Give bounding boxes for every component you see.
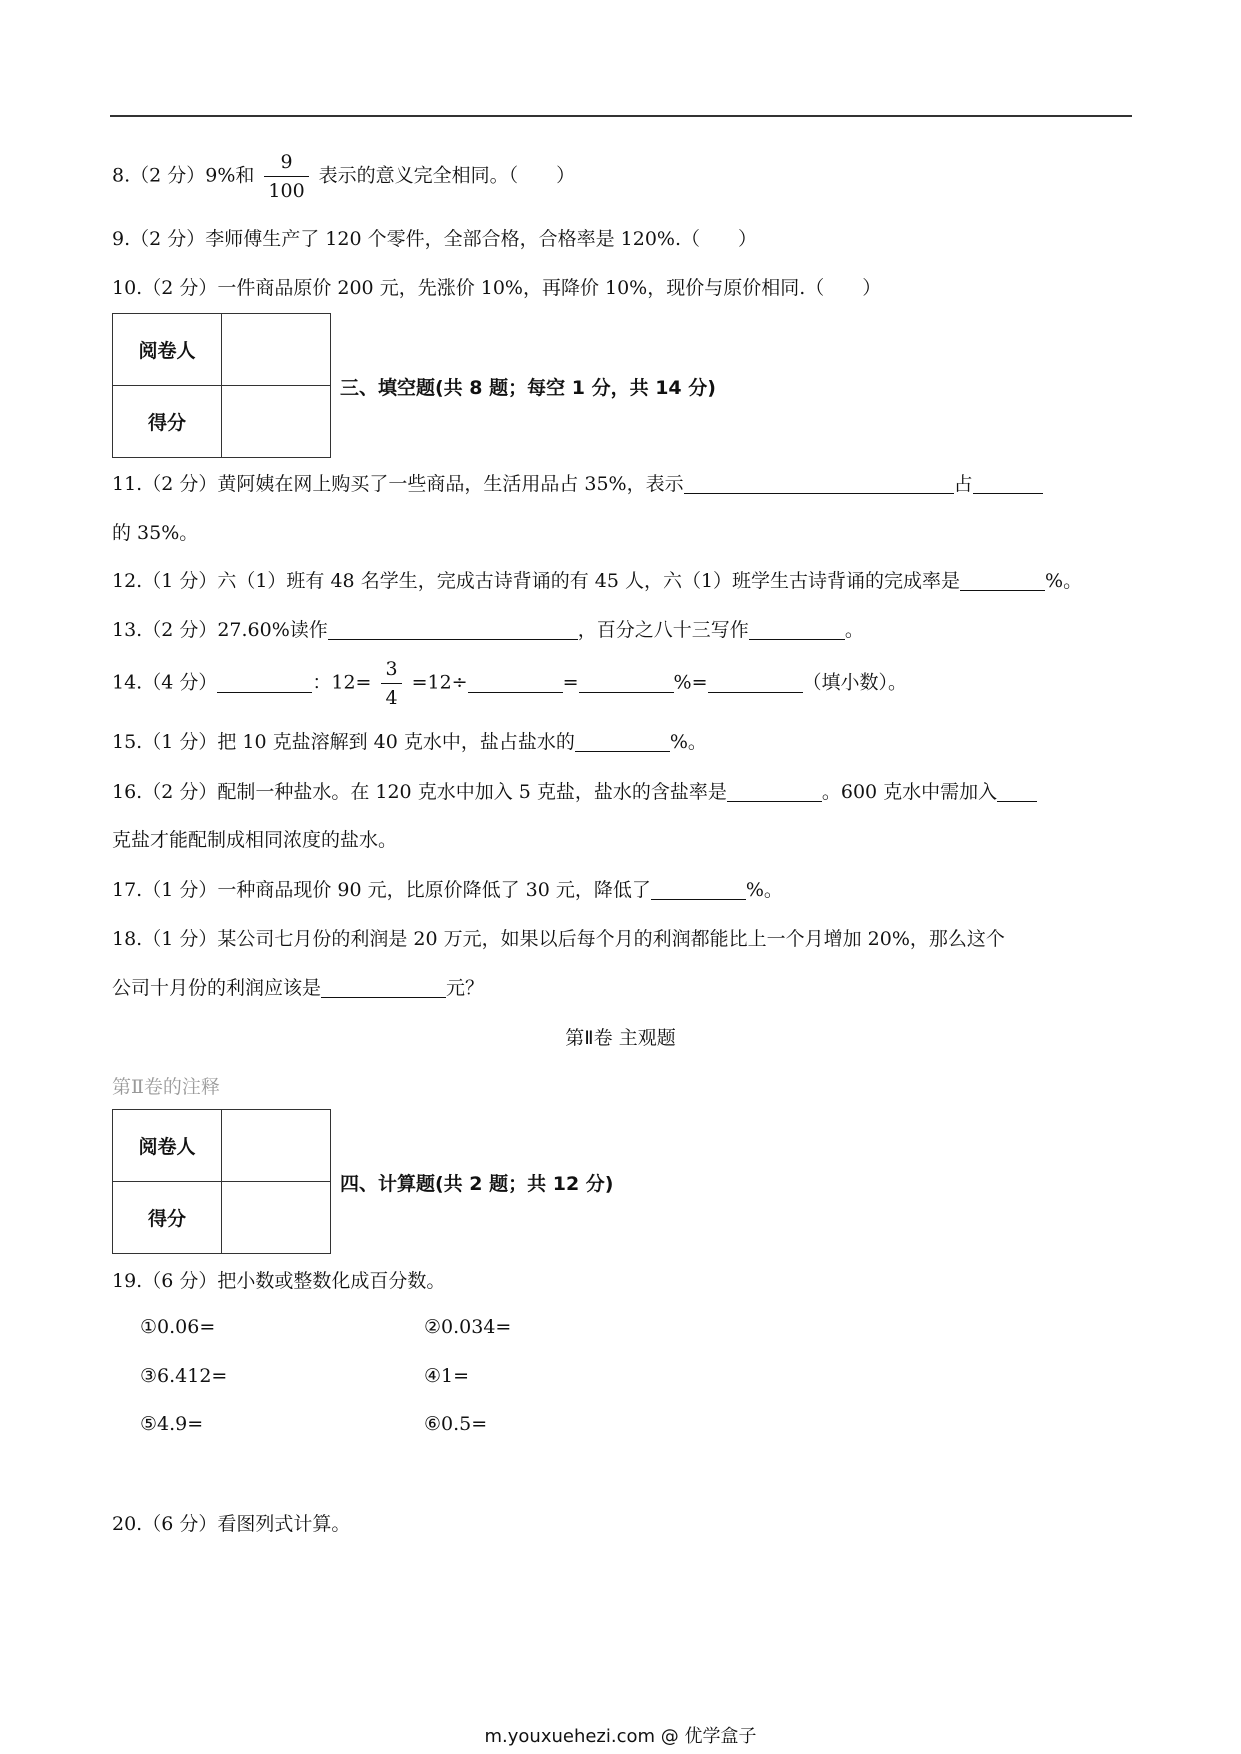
score-label: 得分 <box>113 386 222 458</box>
answer-blank[interactable] <box>579 672 674 693</box>
q19-item-5: ⑤4.9= <box>140 1413 204 1435</box>
section-3-title: 三、填空题(共 8 题；每空 1 分，共 14 分) <box>340 377 716 399</box>
answer-blank[interactable] <box>960 570 1045 591</box>
section-4-title: 四、计算题(共 2 题；共 12 分) <box>340 1173 614 1195</box>
answer-blank[interactable] <box>749 619 845 640</box>
q19-item-6: ⑥0.5= <box>424 1413 488 1435</box>
q19-item-1: ①0.06= <box>140 1316 216 1338</box>
q19-item-2: ②0.034= <box>424 1316 512 1338</box>
footer-watermark: m.youxuehezi.com @ 优学盒子 <box>484 1726 757 1747</box>
answer-blank[interactable] <box>973 473 1043 494</box>
question-15: 15.（1 分）把 10 克盐溶解到 40 克水中，盐占盐水的 %。 <box>112 731 707 753</box>
answer-blank[interactable] <box>684 473 954 494</box>
score-table-section-4 <box>112 1109 331 1254</box>
question-20: 20.（6 分）看图列式计算。 <box>112 1513 351 1535</box>
question-16-line2: 克盐才能配制成相同浓度的盐水。 <box>112 829 398 851</box>
reviewer-label: 阅卷人 <box>113 1110 222 1182</box>
answer-blank[interactable] <box>727 781 822 802</box>
reviewer-label: 阅卷人 <box>113 314 222 386</box>
score-cell[interactable] <box>222 386 331 458</box>
fraction-3-4: $\frac{3}{4}$ <box>381 655 401 712</box>
question-12: 12.（1 分）六（1）班有 48 名学生，完成古诗背诵的有 45 人，六（1）班学生古诗背诵的完成率是 %。 <box>112 570 1083 592</box>
question-10: 10.（2 分）一件商品原价 200 元，先涨价 10%，再降价 10%，现价与原价相同.（ ） <box>112 277 882 299</box>
question-14: 14.（4 分） ：12= $\frac{3}{4}$ =12÷ = %= （填小数）。 <box>112 655 907 712</box>
question-11-line2: 的 35%。 <box>112 522 199 544</box>
question-18-line2: 公司十月份的利润应该是 元？ <box>112 977 485 999</box>
answer-blank[interactable] <box>468 672 563 693</box>
score-table-section-3 <box>112 313 331 458</box>
question-8: 8.（2 分）9%和 $\frac{9}{100}$ 表示的意义完全相同。（ ） <box>112 148 575 205</box>
question-19: 19.（6 分）把小数或整数化成百分数。 <box>112 1270 446 1292</box>
answer-blank[interactable] <box>997 781 1037 802</box>
answer-blank[interactable] <box>321 977 446 998</box>
answer-blank[interactable] <box>651 879 746 900</box>
answer-blank[interactable] <box>217 672 312 693</box>
reviewer-cell[interactable] <box>222 314 331 386</box>
header-rule <box>110 115 1132 117</box>
score-cell[interactable] <box>222 1182 331 1254</box>
question-16: 16.（2 分）配制一种盐水。在 120 克水中加入 5 克盐，盐水的含盐率是 。600 克水中需加入 <box>112 779 1037 805</box>
fraction-9-100: $\frac{9}{100}$ <box>264 148 308 205</box>
volume-2-title: 第Ⅱ卷 主观题 <box>565 1027 676 1049</box>
answer-blank[interactable] <box>708 672 803 693</box>
question-13: 13.（2 分）27.60%读作 ，百分之八十三写作 。 <box>112 619 864 641</box>
q19-item-3: ③6.412= <box>140 1365 228 1387</box>
reviewer-cell[interactable] <box>222 1110 331 1182</box>
question-9: 9.（2 分）李师傅生产了 120 个零件，全部合格，合格率是 120%.（ ） <box>112 228 757 250</box>
volume-2-note: 第Ⅱ卷的注释 <box>112 1076 220 1098</box>
answer-blank[interactable] <box>575 731 670 752</box>
question-11: 11.（2 分）黄阿姨在网上购买了一些商品，生活用品占 35%，表示 占 <box>112 471 1043 497</box>
question-17: 17.（1 分）一种商品现价 90 元，比原价降低了 30 元，降低了 %。 <box>112 879 783 901</box>
answer-blank[interactable] <box>328 619 578 640</box>
question-18: 18.（1 分）某公司七月份的利润是 20 万元，如果以后每个月的利润都能比上一个月增加 20%，那么这个 <box>112 928 1005 950</box>
q19-item-4: ④1= <box>424 1365 470 1387</box>
score-label: 得分 <box>113 1182 222 1254</box>
